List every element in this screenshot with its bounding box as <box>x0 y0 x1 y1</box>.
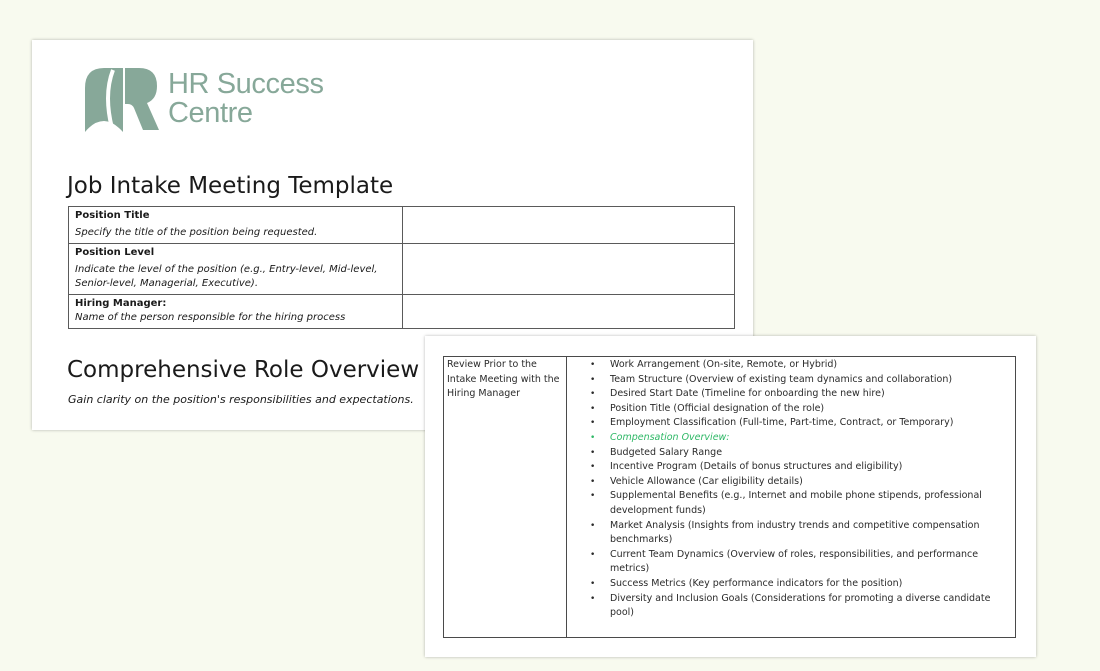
table-row <box>69 295 735 329</box>
row-title: Position Title <box>75 210 150 221</box>
intake-table <box>68 206 735 329</box>
table-row <box>69 207 735 244</box>
list-item: • Team Structure (Overview of existing team dynamics and collaboration) <box>567 373 1009 388</box>
section-title: Comprehensive Role Overview <box>67 357 420 383</box>
list-item: • Success Metrics (Key performance indicators for the position) <box>567 577 1009 592</box>
row-description: Specify the title of the position being requested. <box>75 227 318 238</box>
logo-line-1: HR Success <box>168 68 324 100</box>
table-label-cell <box>69 295 403 329</box>
row-description: Name of the person responsible for the hiring process <box>75 312 346 323</box>
review-items-cell <box>567 357 1016 638</box>
list-item: • Budgeted Salary Range <box>567 446 1009 461</box>
section-subtitle: Gain clarity on the position's responsibilities and expectations. <box>68 393 414 406</box>
table-row <box>444 357 1016 638</box>
table-input-cell[interactable] <box>403 244 735 295</box>
logo-mark-icon <box>85 66 159 132</box>
list-item: • Current Team Dynamics (Overview of roles, responsibilities, and performance metrics) <box>567 548 1009 577</box>
table-label-cell <box>69 244 403 295</box>
list-item: • Market Analysis (Insights from industry trends and competitive compensation benchmarks) <box>567 519 1009 548</box>
review-label: Review Prior to the Intake Meeting with the Hiring Manager <box>444 357 567 638</box>
table-input-cell[interactable] <box>403 295 735 329</box>
document-page-2 <box>425 336 1036 657</box>
logo-line-2: Centre <box>168 97 253 129</box>
list-item: • Supplemental Benefits (e.g., Internet and mobile phone stipends, professional development funds) <box>567 489 1009 518</box>
table-row <box>69 244 735 295</box>
hr-success-centre-logo <box>85 66 345 132</box>
table-input-cell[interactable] <box>403 207 735 244</box>
list-item: • Diversity and Inclusion Goals (Considerations for promoting a diverse candidate pool) <box>567 592 1009 621</box>
list-item: • Work Arrangement (On-site, Remote, or Hybrid) <box>567 358 1009 373</box>
logo-wordmark <box>168 70 324 128</box>
row-title: Hiring Manager: <box>75 298 167 309</box>
page-title: Job Intake Meeting Template <box>67 173 394 199</box>
list-item: • Position Title (Official designation of the role) <box>567 402 1009 417</box>
review-table <box>443 356 1016 638</box>
row-title: Position Level <box>75 247 155 258</box>
list-item: • Incentive Program (Details of bonus structures and eligibility) <box>567 460 1009 475</box>
list-item: • Employment Classification (Full-time, Part-time, Contract, or Temporary) <box>567 416 1009 431</box>
table-label-cell <box>69 207 403 244</box>
list-item-highlight: • Compensation Overview: <box>567 431 1009 446</box>
review-bullet-list <box>567 357 1009 621</box>
list-item: • Desired Start Date (Timeline for onboarding the new hire) <box>567 387 1009 402</box>
row-description: Indicate the level of the position (e.g., Entry-level, Mid-level, Senior-level, Managerial, Executive). <box>75 264 378 289</box>
list-item: • Vehicle Allowance (Car eligibility details) <box>567 475 1009 490</box>
